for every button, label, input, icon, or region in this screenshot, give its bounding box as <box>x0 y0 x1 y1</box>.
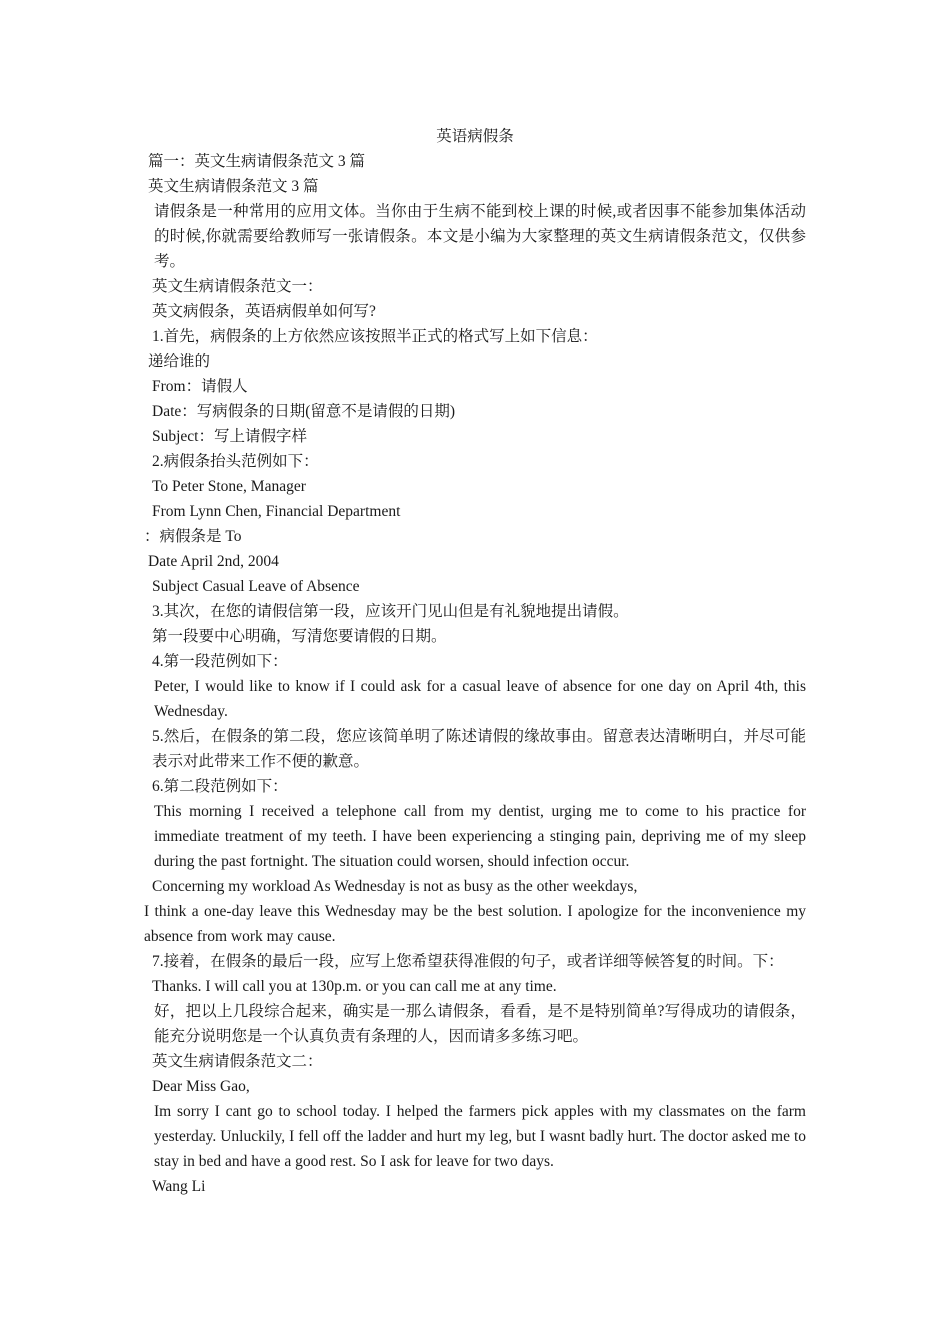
paragraph: 英文生病请假条范文二： <box>152 1053 323 1070</box>
paragraph: To Peter Stone, Manager <box>152 478 306 495</box>
paragraph: Date April 2nd, 2004 <box>148 553 279 570</box>
paragraph: 7.接着，在假条的最后一段，应写上您希望获得准假的句子，或者详细等候答复的时间。下： <box>152 953 784 970</box>
paragraph: 3.其次，在您的请假信第一段，应该开门见山但是有礼貌地提出请假。 <box>152 603 629 620</box>
paragraph: Wang Li <box>152 1178 206 1195</box>
paragraph: This morning I received a telephone call from my dentist, urging me to come to his practice for immediate treatment of my teeth. I have been experiencing a stinging pain, depriving me of my sleep during the past fortnight. The situation could worsen, should infection occur. <box>154 803 806 870</box>
document-title: 英语病假条 <box>436 128 514 145</box>
paragraph: 2.病假条抬头范例如下： <box>152 453 319 470</box>
paragraph: Subject Casual Leave of Absence <box>152 578 360 595</box>
paragraph: Concerning my workload As Wednesday is not as busy as the other weekdays, <box>152 878 638 895</box>
paragraph: From Lynn Chen, Financial Department <box>152 503 401 520</box>
paragraph: 1.首先，病假条的上方依然应该按照半正式的格式写上如下信息： <box>152 328 598 345</box>
paragraph: 5.然后，在假条的第二段，您应该简单明了陈述请假的缘故事由。留意表达清晰明白，并尽可能表示对此带来工作不便的歉意。 <box>152 728 806 770</box>
paragraph: Date：写病假条的日期(留意不是请假的日期) <box>152 403 456 420</box>
paragraph: 英文生病请假条范文一： <box>152 278 323 295</box>
document-body <box>144 149 806 1199</box>
paragraph: 英文生病请假条范文 3 篇 <box>148 178 319 195</box>
paragraph: 递给谁的 <box>148 353 211 370</box>
paragraph: 4.第一段范例如下： <box>152 653 288 670</box>
paragraph: 篇一：英文生病请假条范文 3 篇 <box>148 153 366 170</box>
paragraph: Subject：写上请假字样 <box>152 428 307 445</box>
paragraph: Thanks. I will call you at 130p.m. or you can call me at any time. <box>152 978 557 995</box>
paragraph: ：病假条是 To <box>144 528 242 545</box>
paragraph: 英文病假条，英语病假单如何写? <box>152 303 376 320</box>
paragraph: 6.第二段范例如下： <box>152 778 288 795</box>
paragraph: 第一段要中心明确，写清您要请假的日期。 <box>152 628 447 645</box>
paragraph: Im sorry I cant go to school today. I helped the farmers pick apples with my classmates on the farm yesterday. Unluckily, I fell off the ladder and hurt my leg, but I wasnt badly hurt. The doctor asked me to stay in bed and have a good rest. So I ask for leave for two days. <box>154 1103 806 1170</box>
paragraph: Dear Miss Gao, <box>152 1078 250 1095</box>
paragraph: 好，把以上几段综合起来，确实是一那么请假条，看看，是不是特别简单?写得成功的请假条，能充分说明您是一个认真负责有条理的人，因而请多多练习吧。 <box>154 1003 806 1045</box>
paragraph: I think a one-day leave this Wednesday may be the best solution. I apologize for the inconvenience my absence from work may cause. <box>144 903 806 945</box>
paragraph: Peter, I would like to know if I could ask for a casual leave of absence for one day on April 4th, this Wednesday. <box>154 678 806 720</box>
paragraph: From：请假人 <box>152 378 248 395</box>
paragraph: 请假条是一种常用的应用文体。当你由于生病不能到校上课的时候,或者因事不能参加集体活动的时候,你就需要给教师写一张请假条。本文是小编为大家整理的英文生病请假条范文，仅供参考。 <box>154 203 806 270</box>
